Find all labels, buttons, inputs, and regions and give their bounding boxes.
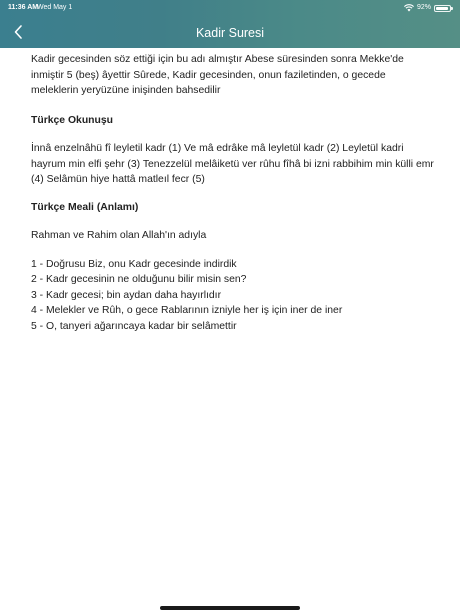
status-time: 11:36 AM — [8, 4, 39, 11]
home-indicator[interactable] — [160, 606, 300, 610]
status-bar — [0, 2, 460, 14]
besmele-text: Rahman ve Rahim olan Allah'ın adıyla — [31, 230, 207, 241]
navigation-header — [0, 0, 460, 48]
verse-item: 2 - Kadr gecesinin ne olduğunu bilir misin sen? — [31, 274, 247, 285]
verse-item: 3 - Kadr gecesi; bin aydan daha hayırlıdır — [31, 289, 222, 301]
verse-item: 1 - Doğrusu Biz, onu Kadr gecesinde indirdik — [31, 258, 237, 270]
verse-item: 4 - Melekler ve Rûh, o gece Rablarının izniyle her iş için iner de iner — [31, 305, 343, 316]
verse-list — [31, 257, 435, 335]
back-button[interactable] — [10, 23, 28, 41]
sura-content — [31, 52, 435, 334]
nav-bar — [0, 16, 460, 48]
battery-percent: 92% — [416, 4, 431, 11]
chevron-left-icon — [10, 23, 28, 41]
status-date: Wed May 1 — [37, 4, 73, 11]
sura-intro: Kadir gecesinden söz ettiği için bu adı almıştır Abese süresinden sonra Mekke'de inmiştir 5 (beş) âyettir Sûrede, Kadir gecesinden, onun faziletinden, o gecede meleklerin yeryüzüne inişinden bahsedilir — [31, 54, 404, 96]
wifi-icon — [404, 4, 414, 12]
reading-text: İnnâ enzelnâhü fî leyletil kadr (1) Ve mâ edrâke mâ leyletül kadr (2) Leyletül kadri hayrum min elfi şehr (3) Tenezzelül melâiketü ver rûhu fîhâ bi izni rabbihim min külli emr (4) Selâmün hiye hattâ matleıl fecr (5) — [31, 143, 434, 185]
page-title: Kadir Suresi — [195, 26, 265, 40]
meaning-heading: Türkçe Meali (Anlamı) — [31, 201, 139, 213]
verse-item: 5 - O, tanyeri ağarıncaya kadar bir selâmettir — [31, 320, 237, 332]
reading-heading: Türkçe Okunuşu — [31, 114, 113, 126]
battery-icon — [434, 5, 451, 12]
battery-fill — [436, 7, 448, 10]
status-right — [404, 2, 451, 14]
